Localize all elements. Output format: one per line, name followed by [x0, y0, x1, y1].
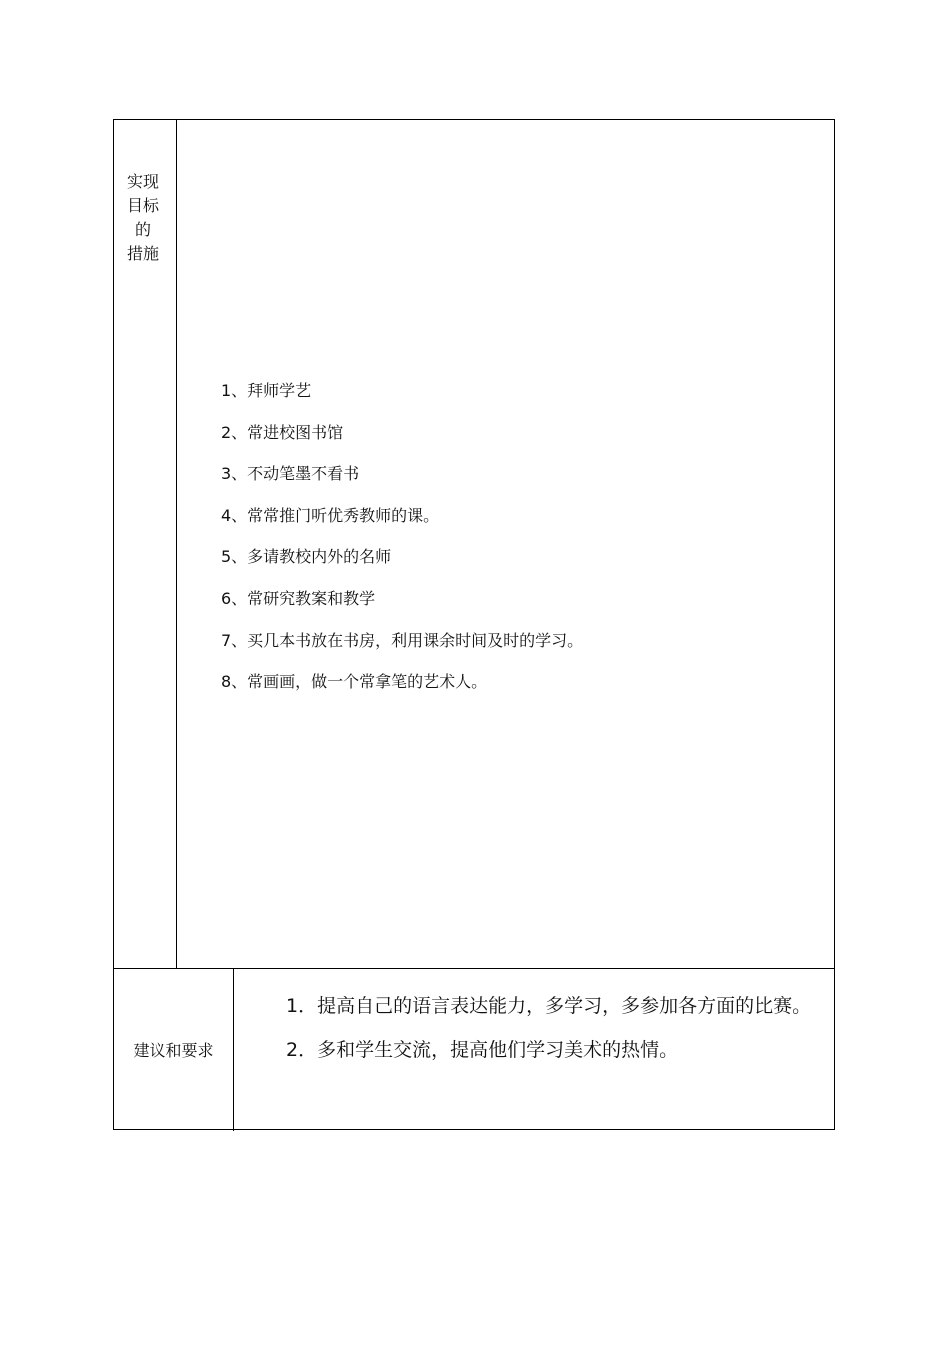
suggestions-content — [242, 984, 812, 1072]
suggestion-paragraph: 2．多和学生交流，提高他们学习美术的热情。 — [286, 1039, 679, 1061]
column-divider-bottom — [233, 968, 234, 1131]
list-item: 1、拜师学艺 — [221, 381, 312, 400]
list-item: 3、不动笔墨不看书 — [221, 464, 360, 484]
list-item: 8、常画画，做一个常拿笔的艺术人。 — [221, 672, 488, 692]
list-item: 4、常常推门听优秀教师的课。 — [221, 505, 440, 525]
list-item: 2、常进校图书馆 — [221, 422, 344, 442]
suggestion-paragraph: 1．提高自己的语言表达能力，多学习，多参加各方面的比赛。 — [286, 995, 812, 1017]
measures-label-line: 目标 — [126, 196, 159, 215]
measures-label — [114, 170, 172, 266]
measures-label-line: 的 — [134, 220, 151, 239]
measures-list — [221, 379, 583, 712]
list-item: 6、常研究教案和教学 — [221, 588, 376, 608]
measures-label-line: 措施 — [126, 244, 159, 263]
list-item: 5、多请教校内外的名师 — [221, 547, 392, 567]
column-divider-top — [176, 120, 177, 968]
form-table — [113, 119, 835, 1130]
measures-label-line: 实现 — [126, 172, 159, 191]
list-item: 7、买几本书放在书房，利用课余时间及时的学习。 — [221, 630, 584, 650]
suggestions-label: 建议和要求 — [133, 1041, 214, 1060]
